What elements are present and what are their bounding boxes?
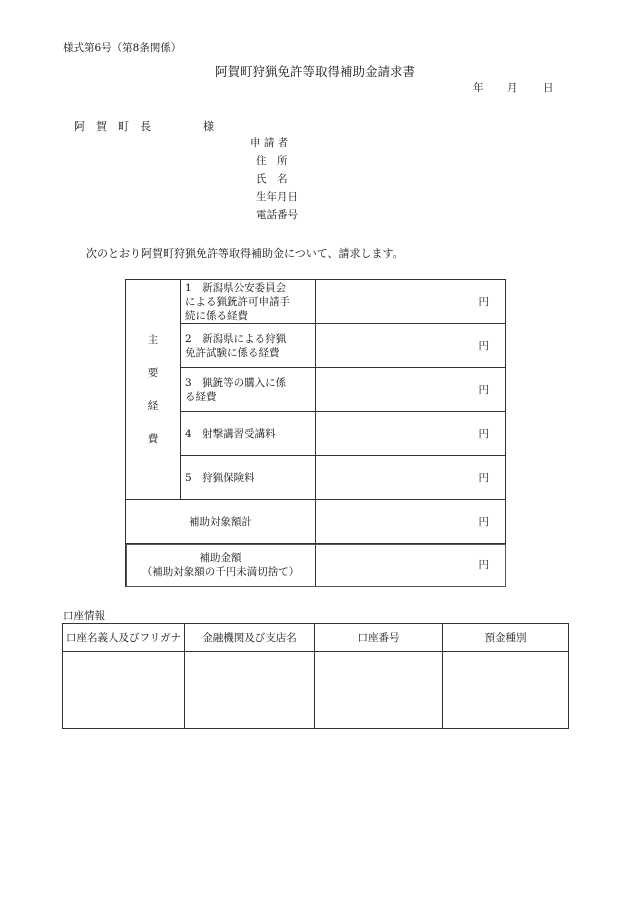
applicant-name-label: 氏 名 — [256, 173, 288, 185]
applicant-label: 申 請 者 — [250, 137, 289, 149]
bank-branch-cell[interactable] — [185, 652, 315, 729]
total-row — [126, 500, 506, 544]
deposit-type-cell[interactable] — [443, 652, 569, 729]
deposit-type-header: 預金種別 — [443, 624, 569, 652]
expense-amount-cell[interactable]: 円 — [316, 456, 506, 500]
applicant-address-label: 住 所 — [256, 155, 288, 167]
date-month-label: 月 — [507, 82, 518, 94]
expense-amount-cell[interactable]: 円 — [316, 324, 506, 368]
total-amount-cell[interactable]: 円 — [316, 500, 506, 544]
expense-item-label: 4 射撃講習受講料 — [181, 412, 316, 456]
expense-row — [126, 368, 506, 412]
expense-row — [126, 456, 506, 500]
addressee-name: 阿 賀 町 長 — [74, 120, 151, 133]
form-number: 様式第6号（第8条関係） — [63, 42, 182, 54]
expense-item-label: 1 新潟県公安委員会 による猟銃許可申請手 続に係る経費 — [181, 280, 316, 324]
date-year-label: 年 — [473, 82, 484, 94]
expense-table — [125, 279, 506, 544]
account-header-row — [63, 624, 569, 652]
account-info-heading: 口座情報 — [63, 610, 105, 622]
grant-label: 補助金額 （補助対象額の千円未満切捨て） — [126, 544, 316, 587]
account-table — [62, 623, 569, 729]
expense-item-label: 2 新潟県による狩猟 免許試験に係る経費 — [181, 324, 316, 368]
account-number-cell[interactable] — [315, 652, 443, 729]
intro-text: 次のとおり阿賀町狩猟免許等取得補助金について、請求します。 — [86, 247, 404, 260]
account-number-header: 口座番号 — [315, 624, 443, 652]
account-holder-cell[interactable] — [63, 652, 185, 729]
expense-amount-cell[interactable]: 円 — [316, 368, 506, 412]
expense-item-label: 3 猟銃等の購入に係 る経費 — [181, 368, 316, 412]
expense-item-label: 5 狩猟保険料 — [181, 456, 316, 500]
account-entry-row — [63, 652, 569, 729]
addressee-honorific: 様 — [203, 120, 214, 133]
document-title: 阿賀町狩猟免許等取得補助金請求書 — [214, 64, 415, 79]
total-label: 補助対象額計 — [126, 500, 316, 544]
expense-row — [126, 280, 506, 324]
grant-table — [125, 543, 506, 587]
grant-amount-cell[interactable]: 円 — [316, 544, 506, 587]
expense-row — [126, 324, 506, 368]
main-expenses-side-label: 主 要 経 費 — [126, 280, 181, 500]
expense-row — [126, 412, 506, 456]
applicant-phone-label: 電話番号 — [256, 209, 298, 221]
expense-amount-cell[interactable]: 円 — [316, 280, 506, 324]
date-day-label: 日 — [543, 82, 554, 94]
expense-amount-cell[interactable]: 円 — [316, 412, 506, 456]
bank-branch-header: 金融機関及び支店名 — [185, 624, 315, 652]
account-holder-header: 口座名義人及びフリガナ — [63, 624, 185, 652]
applicant-birthdate-label: 生年月日 — [256, 191, 298, 203]
